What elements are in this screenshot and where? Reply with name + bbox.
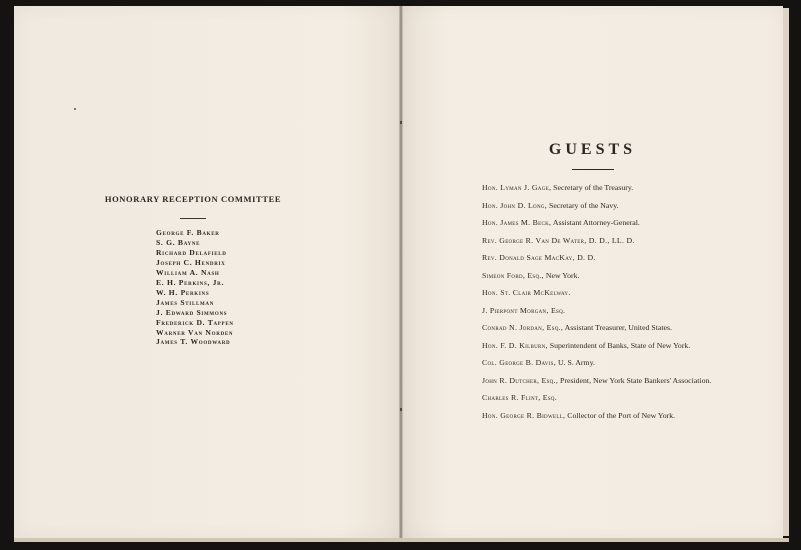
binding-stitch xyxy=(400,408,402,411)
guest-name: J. Pierpont Morgan, Esq. xyxy=(482,305,566,315)
guest-name: Conrad N. Jordan, Esq., xyxy=(482,323,564,332)
guests-divider xyxy=(572,169,614,170)
binding-stitch xyxy=(400,121,402,124)
committee-title: HONORARY RECEPTION COMMITTEE xyxy=(104,194,282,204)
guest-detail: Superintendent of Banks, State of New York. xyxy=(547,340,691,350)
book-spine xyxy=(399,6,403,538)
guest-name: Simeon Ford, Esq., xyxy=(482,270,544,280)
committee-list xyxy=(156,228,234,347)
guest-name: John R. Dutcher, Esq., xyxy=(482,375,559,385)
committee-member: James Stillman xyxy=(156,297,215,307)
guest-entry xyxy=(482,341,722,350)
guest-name: Hon. John D. Long, xyxy=(482,200,548,210)
guest-name: Col. George B. Davis, xyxy=(482,358,557,367)
committee-member: Warner Van Norden xyxy=(156,327,234,337)
guest-name: Rev. George R. Van De Water, D. D., LL. D. xyxy=(482,235,635,245)
guest-name: Hon. Lyman J. Gage, xyxy=(482,183,552,192)
guest-detail: Secretary of the Navy. xyxy=(547,200,619,210)
guest-entry xyxy=(482,393,722,402)
committee-member: Frederick D. Tappen xyxy=(156,317,234,327)
guest-entry xyxy=(482,183,722,192)
committee-member: William A. Nash xyxy=(156,267,220,277)
paper-speck xyxy=(74,108,76,110)
committee-member: James T. Woodward xyxy=(156,337,231,347)
committee-member: W. H. Perkins xyxy=(156,287,210,297)
guest-entry xyxy=(482,218,722,227)
guest-name: Hon. James M. Beck, xyxy=(482,218,552,227)
guest-entry xyxy=(482,323,722,332)
committee-member: J. Edward Simmons xyxy=(156,307,228,317)
guest-entry xyxy=(482,236,722,245)
guests-title: GUESTS xyxy=(548,141,637,158)
title-divider xyxy=(180,218,206,219)
guest-entry xyxy=(482,288,722,297)
guest-entry xyxy=(482,306,722,315)
committee-member: E. H. Perkins, Jr. xyxy=(156,277,225,287)
guest-entry xyxy=(482,201,722,210)
guest-name: Charles R. Flint, Esq. xyxy=(482,393,558,402)
guest-list xyxy=(482,183,722,428)
committee-member: Richard Delafield xyxy=(156,247,227,257)
guest-detail: U. S. Army. xyxy=(556,358,595,367)
guest-name: Rev. Donald Sage MacKay, D. D. xyxy=(482,253,596,262)
committee-section xyxy=(0,194,386,347)
guest-detail: Assistant Treasurer, United States. xyxy=(563,323,672,332)
guest-entry xyxy=(482,271,722,280)
page-edge xyxy=(783,8,789,536)
guest-detail: Assistant Attorney-General. xyxy=(551,218,640,227)
guest-entry xyxy=(482,253,722,262)
guest-entry xyxy=(482,358,722,367)
guest-entry xyxy=(482,376,722,385)
guest-detail: Collector of the Port of New York. xyxy=(565,410,676,420)
guest-detail: Secretary of the Treasury. xyxy=(551,183,634,192)
guest-detail: President, New York State Bankers' Association. xyxy=(558,375,712,385)
guest-name: Hon. George R. Bidwell, xyxy=(482,410,566,420)
committee-member: Joseph C. Hendrix xyxy=(156,257,226,267)
guest-entry xyxy=(482,411,722,420)
page-bottom-edge xyxy=(14,538,789,542)
guest-detail: New York. xyxy=(543,270,580,280)
committee-member: George F. Baker xyxy=(156,228,220,237)
guest-name: Hon. F. D. Kilburn, xyxy=(482,340,548,350)
guest-name: Hon. St. Clair McKelway. xyxy=(482,288,571,297)
committee-member: S. G. Bayne xyxy=(156,237,201,247)
